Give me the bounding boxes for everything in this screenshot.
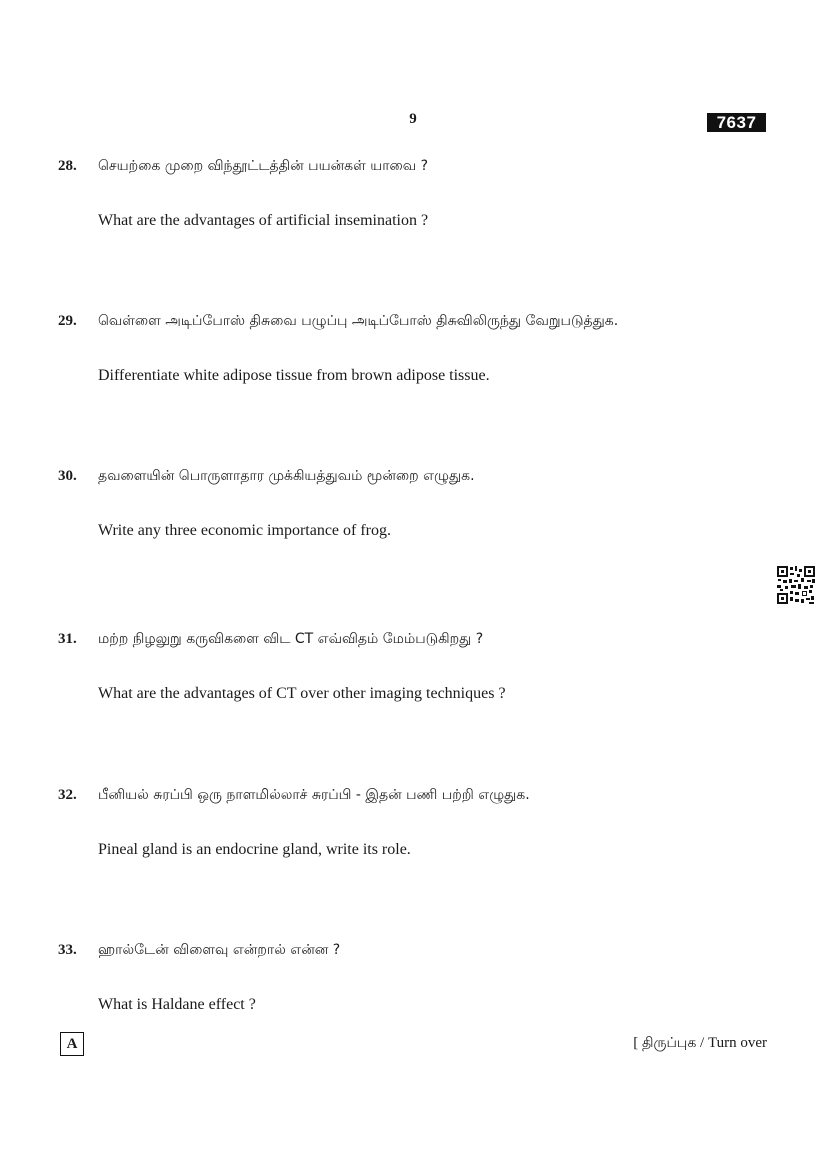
turn-over-separator: / — [696, 1035, 708, 1051]
question-text-tamil: வெள்ளை அடிப்போஸ் திசுவை பழுப்பு அடிப்போஸ் திசுவிலிருந்து வேறுபடுத்துக. — [98, 313, 619, 329]
paper-code: 7637 — [707, 113, 766, 132]
question-text-english: Write any three economic importance of frog. — [98, 522, 392, 539]
question-text-tamil: தவளையின் பொருளாதார முக்கியத்துவம் மூன்றை எழுதுக. — [98, 468, 475, 484]
qr-code-icon — [776, 565, 816, 605]
turn-over-english: Turn over — [707, 1035, 767, 1051]
question-text-tamil: மற்ற நிழலுறு கருவிகளை விட CT எவ்விதம் மேம்படுகிறது ? — [98, 631, 484, 647]
question-text-tamil: செயற்கை முறை விந்தூட்டத்தின் பயன்கள் யாவை ? — [98, 158, 429, 174]
question-text-tamil: பீனியல் சுரப்பி ஒரு நாளமில்லாச் சுரப்பி - இதன் பணி பற்றி எழுதுக. — [98, 787, 530, 803]
question-number: 30. — [58, 468, 77, 484]
turn-over-tamil: திருப்புக — [642, 1035, 697, 1051]
question-text-english: What are the advantages of artificial insemination ? — [98, 212, 429, 229]
question-number: 33. — [58, 942, 77, 958]
question-number: 32. — [58, 787, 77, 803]
turn-over-bracket: [ — [633, 1035, 643, 1051]
question-text-english: What is Haldane effect ? — [98, 996, 256, 1013]
question-number: 31. — [58, 631, 77, 647]
version-box: A — [60, 1032, 84, 1056]
question-number: 28. — [58, 158, 77, 174]
question-text-english: Differentiate white adipose tissue from brown adipose tissue. — [98, 367, 490, 384]
question-text-english: Pineal gland is an endocrine gland, write its role. — [98, 841, 411, 858]
question-text-english: What are the advantages of CT over other imaging techniques ? — [98, 685, 506, 702]
turn-over-note — [633, 1035, 767, 1053]
question-number: 29. — [58, 313, 77, 329]
question-text-tamil: ஹால்டேன் விளைவு என்றால் என்ன ? — [98, 942, 341, 958]
page-number: 9 — [409, 111, 417, 127]
